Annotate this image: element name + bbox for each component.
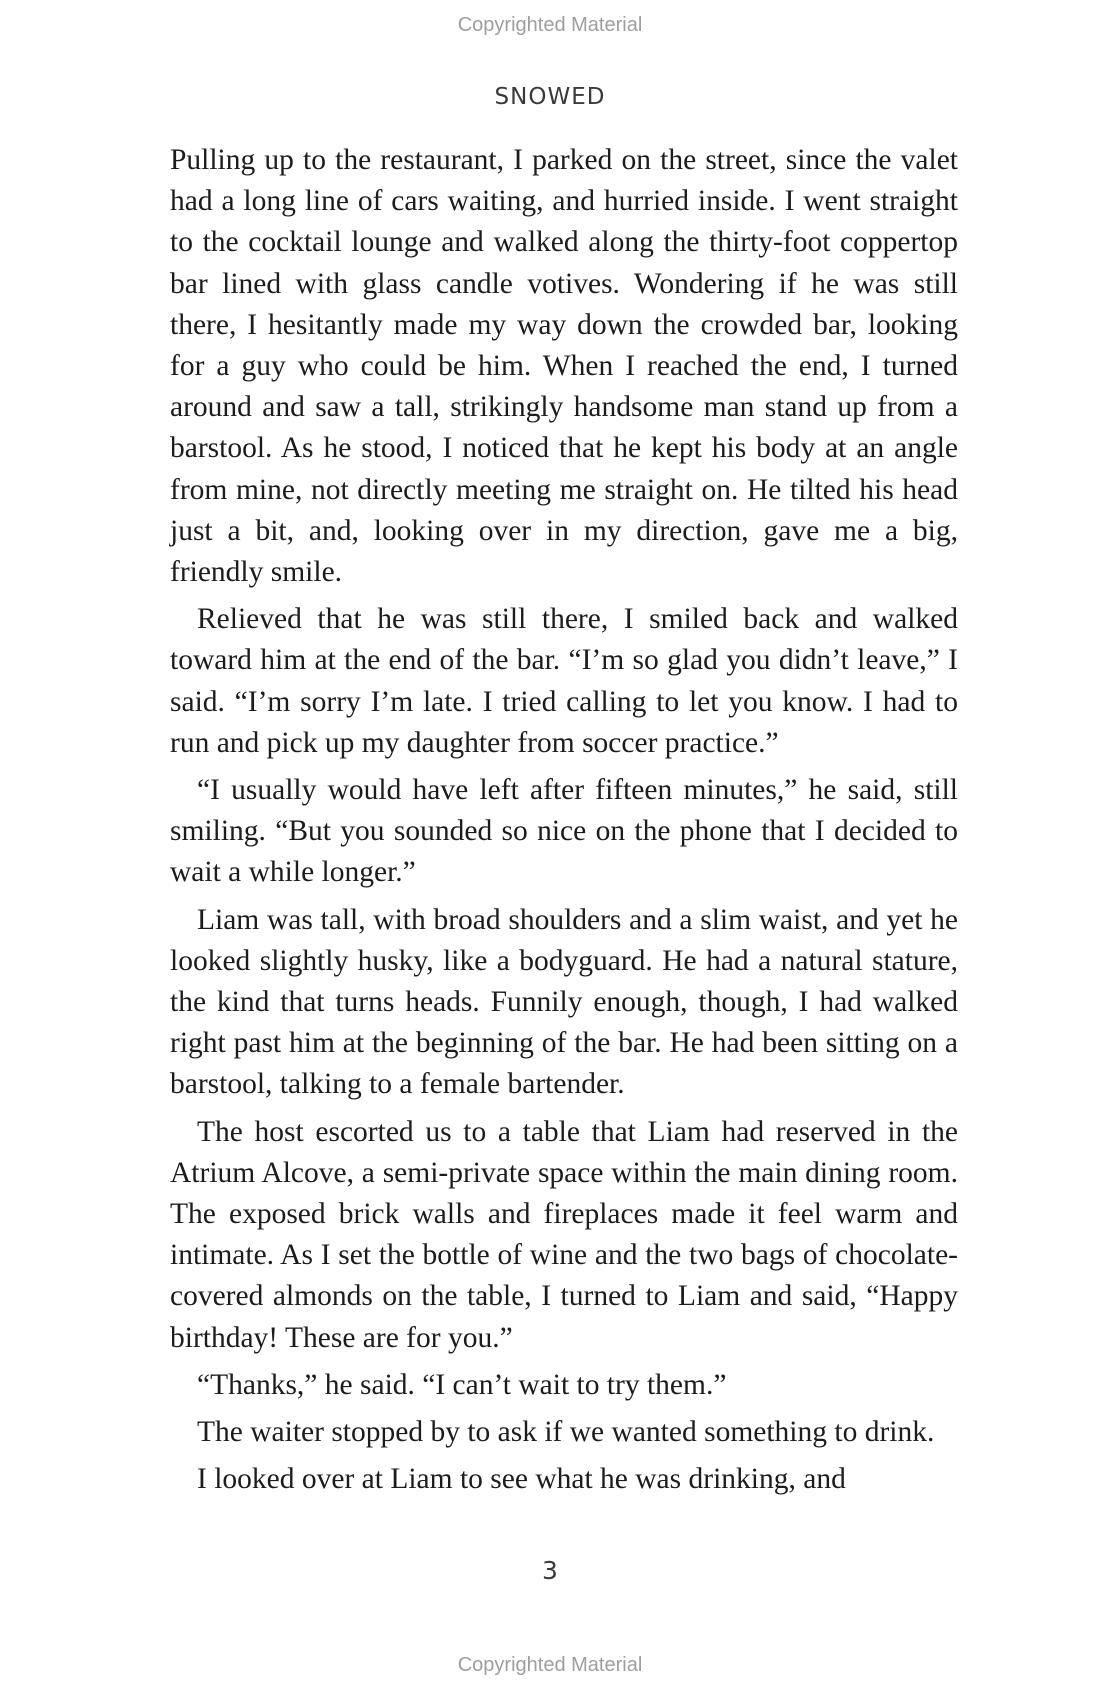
copyright-watermark-top: Copyrighted Material: [457, 14, 643, 36]
running-head: SNOWED: [494, 84, 606, 110]
paragraph: I looked over at Liam to see what he was drinking, and: [197, 1463, 846, 1496]
paragraph: “Thanks,” he said. “I can’t wait to try them.”: [197, 1368, 727, 1401]
paragraph: The waiter stopped by to ask if we wanted something to drink.: [197, 1416, 935, 1449]
copyright-watermark-bottom: Copyrighted Material: [457, 1654, 643, 1676]
page-number: 3: [542, 1556, 558, 1585]
paragraph: Relieved that he was still there, I smiled back and walked toward him at the end of the bar. “I’m so glad you didn’t leave,” I said. “I’m sorry I’m late. I tried calling to let you know. I had to run and pick up my daughter from soccer practice.”: [170, 603, 958, 759]
paragraph: Pulling up to the restaurant, I parked on the street, since the valet had a long line of cars waiting, and hurried inside. I went straight to the cocktail lounge and walked along the thirty-foot coppertop bar lined with glass candle votives. Wondering if he was still there, I hesitantly made my way down the crowded bar, looking for a guy who could be him. When I reached the end, I turned around and saw a tall, strikingly handsome man stand up from a barstool. As he stood, I noticed that he kept his body at an angle from mine, not directly meeting me straight on. He tilted his head just a bit, and, looking over in my direction, gave me a big, friendly smile.: [170, 144, 958, 589]
body-text: [170, 140, 958, 1507]
paragraph: Liam was tall, with broad shoulders and a slim waist, and yet he looked slightly husky, like a bodyguard. He had a natural stature, the kind that turns heads. Funnily enough, though, I had walked right past him at the beginning of the bar. He had been sitting on a barstool, talking to a female bartender.: [170, 903, 958, 1101]
paragraph: The host escorted us to a table that Liam had reserved in the Atrium Alcove, a semi-private space within the main dining room. The exposed brick walls and fireplaces made it feel warm and intimate. As I set the bottle of wine and the two bags of chocolate-covered almonds on the table, I turned to Liam and said, “Happy birthday! These are for you.”: [170, 1115, 958, 1354]
paragraph: “I usually would have left after fifteen minutes,” he said, still smiling. “But you sounded so nice on the phone that I decided to wait a while longer.”: [170, 774, 958, 889]
